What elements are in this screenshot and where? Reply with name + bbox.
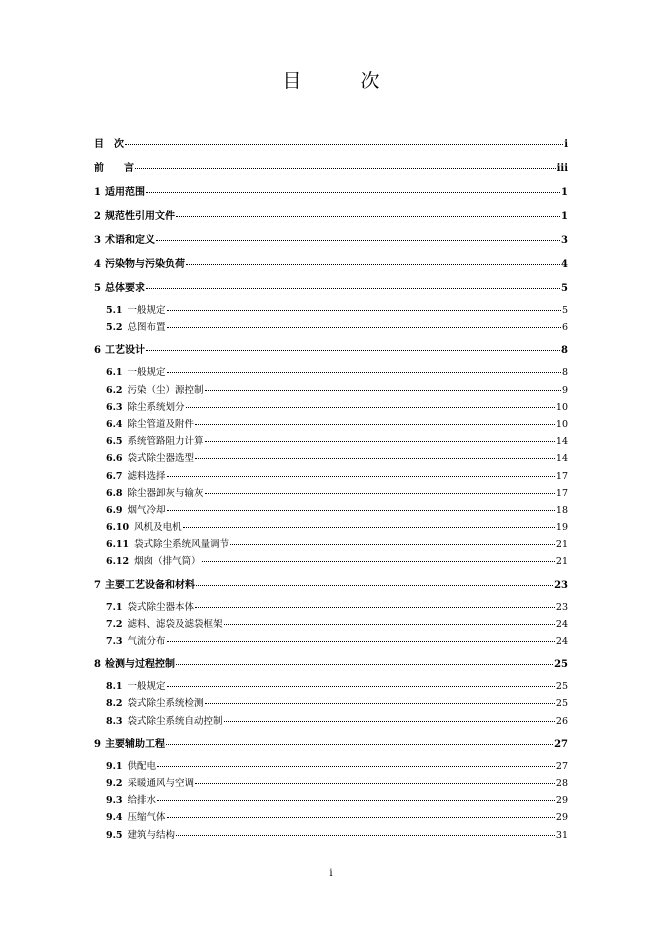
dot-leader bbox=[183, 527, 555, 528]
toc-entry[interactable] bbox=[94, 208, 568, 226]
dot-leader bbox=[195, 424, 555, 425]
toc-entry[interactable] bbox=[94, 502, 568, 519]
toc-entry[interactable] bbox=[94, 319, 568, 336]
toc-entry[interactable] bbox=[94, 553, 568, 570]
toc-entry-page: 25 bbox=[555, 681, 568, 693]
toc-entry-title: 一般规定 bbox=[127, 367, 166, 379]
dot-leader bbox=[224, 624, 555, 625]
toc-entry-page: 1 bbox=[561, 211, 568, 222]
toc-entry-number: 8 bbox=[94, 659, 101, 671]
toc-entry-title: 系统管路阻力计算 bbox=[127, 436, 204, 448]
toc-entry-number: 7.1 bbox=[106, 601, 123, 613]
toc-entry[interactable] bbox=[94, 827, 568, 844]
dot-leader bbox=[146, 288, 560, 289]
toc-entry[interactable] bbox=[94, 342, 568, 360]
toc-entry[interactable] bbox=[94, 519, 568, 536]
dot-leader bbox=[230, 544, 555, 545]
toc-entry-number: 6.4 bbox=[106, 418, 123, 430]
toc-entry-page: 6 bbox=[561, 322, 568, 334]
toc-entry-title: 除尘系统划分 bbox=[127, 401, 185, 413]
toc-entry-page: 14 bbox=[555, 436, 568, 448]
toc-entry-title: 采暖通风与空调 bbox=[127, 777, 195, 789]
toc-entry-page: 14 bbox=[555, 453, 568, 465]
toc-entry-page: 25 bbox=[554, 659, 568, 671]
dot-leader bbox=[186, 407, 555, 408]
toc-entry-title: 总体要求 bbox=[104, 283, 145, 294]
toc-entry[interactable] bbox=[94, 656, 568, 674]
dot-leader bbox=[167, 310, 561, 311]
toc-entry-title: 烟囱（排气筒） bbox=[134, 556, 201, 568]
toc-entry[interactable] bbox=[94, 256, 568, 274]
table-of-contents bbox=[94, 136, 568, 844]
toc-entry-title: 袋式除尘器选型 bbox=[127, 453, 195, 465]
toc-entry-page: 1 bbox=[561, 187, 568, 198]
toc-entry[interactable] bbox=[94, 399, 568, 416]
toc-entry-number: 6.6 bbox=[106, 453, 123, 465]
dot-leader bbox=[167, 476, 555, 477]
toc-entry-page: 27 bbox=[555, 760, 568, 772]
dot-leader bbox=[135, 168, 556, 169]
toc-entry-number: 7.2 bbox=[106, 618, 123, 630]
toc-entry-page: 18 bbox=[555, 504, 568, 516]
toc-entry-title: 袋式除尘系统风量调节 bbox=[134, 539, 230, 551]
toc-entry[interactable] bbox=[94, 599, 568, 616]
toc-entry[interactable] bbox=[94, 433, 568, 450]
toc-entry[interactable] bbox=[94, 536, 568, 553]
toc-entry-page: 24 bbox=[555, 636, 568, 647]
toc-entry-title: 目 次 bbox=[94, 139, 124, 150]
dot-leader bbox=[167, 817, 555, 818]
toc-entry-title: 一般规定 bbox=[127, 681, 166, 693]
page-number-footer: i bbox=[329, 868, 333, 879]
toc-entry-number: 5.2 bbox=[106, 322, 123, 334]
toc-entry-number: 9 bbox=[94, 738, 101, 750]
toc-entry-number: 8.3 bbox=[106, 715, 123, 727]
toc-entry[interactable] bbox=[94, 678, 568, 695]
dot-leader bbox=[186, 264, 560, 265]
toc-entry-number: 8.2 bbox=[106, 698, 123, 710]
dot-leader bbox=[196, 585, 553, 586]
toc-entry-title: 烟气冷却 bbox=[127, 504, 166, 516]
dot-leader bbox=[167, 510, 555, 511]
toc-entry-title: 污染物与污染负荷 bbox=[104, 259, 185, 270]
toc-entry-number: 6.8 bbox=[106, 487, 123, 499]
toc-entry-title: 一般规定 bbox=[127, 305, 166, 316]
toc-entry[interactable] bbox=[94, 450, 568, 467]
toc-entry-title: 袋式除尘系统检测 bbox=[127, 698, 204, 710]
toc-entry-title: 术语和定义 bbox=[104, 235, 155, 246]
toc-entry[interactable] bbox=[94, 160, 568, 178]
toc-entry[interactable] bbox=[94, 382, 568, 399]
toc-entry-page: 4 bbox=[561, 259, 568, 270]
toc-entry-page: iii bbox=[556, 163, 568, 174]
dot-leader bbox=[146, 192, 560, 193]
toc-entry-title: 供配电 bbox=[127, 760, 157, 772]
toc-entry-title: 气流分布 bbox=[127, 636, 166, 647]
toc-entry-title: 给排水 bbox=[127, 795, 157, 807]
dot-leader bbox=[146, 350, 560, 351]
dot-leader bbox=[167, 372, 561, 373]
toc-entry-title: 检测与过程控制 bbox=[104, 659, 175, 671]
toc-entry-title: 袋式除尘系统自动控制 bbox=[127, 715, 223, 727]
toc-entry[interactable] bbox=[94, 736, 568, 754]
toc-entry[interactable] bbox=[94, 485, 568, 502]
toc-entry-page: 26 bbox=[555, 715, 568, 727]
toc-entry-number: 6.2 bbox=[106, 384, 123, 396]
dot-leader bbox=[195, 783, 555, 784]
toc-entry-title: 规范性引用文件 bbox=[104, 211, 175, 222]
toc-entry[interactable] bbox=[94, 695, 568, 712]
dot-leader bbox=[224, 721, 555, 722]
toc-entry[interactable] bbox=[94, 809, 568, 826]
toc-entry[interactable] bbox=[94, 280, 568, 298]
toc-entry-number: 6.3 bbox=[106, 401, 123, 413]
toc-entry-title: 滤料选择 bbox=[127, 470, 166, 482]
toc-entry-page: 10 bbox=[555, 401, 568, 413]
toc-entry-title: 风机及电机 bbox=[134, 522, 182, 534]
toc-entry-title: 工艺设计 bbox=[104, 345, 145, 357]
toc-entry-title: 除尘管道及附件 bbox=[127, 418, 195, 430]
dot-leader bbox=[167, 641, 555, 642]
toc-entry-page: 17 bbox=[555, 487, 568, 499]
toc-entry-number: 5.1 bbox=[106, 305, 123, 316]
dot-leader bbox=[202, 561, 555, 562]
toc-entry-page: 31 bbox=[555, 829, 568, 841]
dot-leader bbox=[156, 240, 560, 241]
toc-entry-number: 6.12 bbox=[106, 556, 130, 568]
page-title: 目 次 bbox=[282, 70, 400, 92]
toc-entry-page: 5 bbox=[561, 305, 568, 316]
toc-entry-page: 8 bbox=[561, 345, 568, 357]
dot-leader bbox=[167, 686, 555, 687]
dot-leader bbox=[176, 835, 555, 836]
toc-entry[interactable] bbox=[94, 792, 568, 809]
dot-leader bbox=[157, 766, 555, 767]
toc-entry-page: 28 bbox=[555, 777, 568, 789]
dot-leader bbox=[195, 458, 555, 459]
toc-entry-title: 滤料、滤袋及滤袋框架 bbox=[127, 618, 223, 630]
toc-entry-title: 污染（尘）源控制 bbox=[127, 384, 204, 396]
toc-entry-number: 7 bbox=[94, 579, 101, 591]
toc-entry-number: 9.2 bbox=[106, 777, 123, 789]
toc-entry-page: 25 bbox=[555, 698, 568, 710]
toc-entry-number: 6.11 bbox=[106, 539, 130, 551]
toc-entry[interactable] bbox=[94, 577, 568, 595]
toc-entry[interactable] bbox=[94, 416, 568, 433]
toc-entry-page: 17 bbox=[555, 470, 568, 482]
toc-entry-title: 总图布置 bbox=[127, 322, 166, 334]
toc-entry-title: 主要工艺设备和材料 bbox=[104, 579, 195, 591]
toc-entry-title: 除尘器卸灰与输灰 bbox=[127, 487, 204, 499]
toc-entry[interactable] bbox=[94, 364, 568, 381]
toc-entry-number: 6 bbox=[94, 345, 101, 357]
toc-entry-title: 前 言 bbox=[94, 163, 134, 174]
toc-entry-title: 袋式除尘器本体 bbox=[127, 601, 195, 613]
toc-entry-page: 19 bbox=[555, 522, 568, 534]
toc-entry-page: 8 bbox=[561, 367, 568, 379]
toc-entry-page: 10 bbox=[555, 418, 568, 430]
dot-leader bbox=[195, 607, 555, 608]
dot-leader bbox=[205, 703, 555, 704]
toc-entry[interactable] bbox=[94, 184, 568, 202]
toc-entry[interactable] bbox=[94, 616, 568, 633]
toc-entry-page: 29 bbox=[555, 795, 568, 807]
dot-leader bbox=[205, 441, 555, 442]
toc-entry-page: 29 bbox=[555, 812, 568, 824]
toc-entry-number: 4 bbox=[94, 259, 101, 270]
toc-entry-number: 6.9 bbox=[106, 504, 123, 516]
toc-entry-number: 6.7 bbox=[106, 470, 123, 482]
toc-entry-number: 6.1 bbox=[106, 367, 123, 379]
toc-entry[interactable] bbox=[94, 758, 568, 775]
toc-entry[interactable] bbox=[94, 713, 568, 730]
toc-entry[interactable] bbox=[94, 633, 568, 650]
toc-entry-title: 适用范围 bbox=[104, 187, 145, 198]
toc-entry-number: 3 bbox=[94, 235, 101, 246]
toc-entry-number: 2 bbox=[94, 211, 101, 222]
toc-entry[interactable] bbox=[94, 302, 568, 319]
toc-entry-page: 23 bbox=[554, 579, 568, 591]
toc-entry-page: 5 bbox=[561, 283, 568, 294]
toc-entry[interactable] bbox=[94, 468, 568, 485]
toc-entry-number: 7.3 bbox=[106, 636, 123, 647]
toc-entry-page: 9 bbox=[561, 384, 568, 396]
toc-entry-title: 建筑与结构 bbox=[127, 829, 176, 841]
toc-entry-page: 27 bbox=[554, 738, 568, 750]
toc-entry[interactable] bbox=[94, 136, 568, 154]
toc-entry-number: 9.1 bbox=[106, 760, 123, 772]
toc-entry-page: 24 bbox=[555, 618, 568, 630]
toc-entry-page: 23 bbox=[555, 601, 568, 613]
dot-leader bbox=[157, 800, 555, 801]
toc-entry-page: i bbox=[564, 139, 568, 150]
dot-leader bbox=[176, 216, 560, 217]
toc-entry-number: 9.4 bbox=[106, 812, 123, 824]
toc-entry-title: 主要辅助工程 bbox=[104, 738, 165, 750]
toc-entry-number: 9.5 bbox=[106, 829, 123, 841]
dot-leader bbox=[176, 664, 553, 665]
toc-entry-number: 6.5 bbox=[106, 436, 123, 448]
dot-leader bbox=[205, 390, 561, 391]
toc-entry-page: 21 bbox=[555, 556, 568, 568]
toc-entry-title: 压缩气体 bbox=[127, 812, 166, 824]
toc-entry[interactable] bbox=[94, 775, 568, 792]
dot-leader bbox=[125, 144, 563, 145]
toc-entry-number: 5 bbox=[94, 283, 101, 294]
toc-entry-number: 9.3 bbox=[106, 795, 123, 807]
dot-leader bbox=[205, 493, 555, 494]
toc-entry-number: 1 bbox=[94, 187, 101, 198]
toc-entry-number: 6.10 bbox=[106, 522, 130, 534]
toc-entry-number: 8.1 bbox=[106, 681, 123, 693]
dot-leader bbox=[167, 327, 561, 328]
toc-entry-page: 21 bbox=[555, 539, 568, 551]
toc-entry[interactable] bbox=[94, 232, 568, 250]
toc-entry-page: 3 bbox=[561, 235, 568, 246]
dot-leader bbox=[166, 744, 553, 745]
